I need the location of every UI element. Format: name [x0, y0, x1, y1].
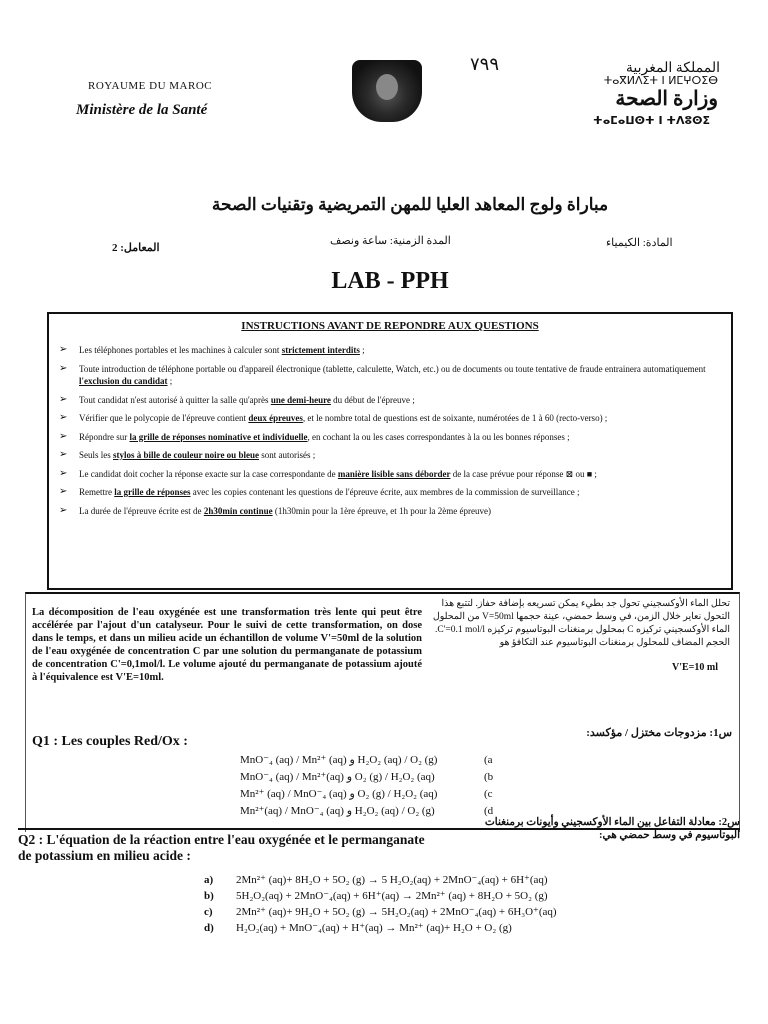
q2-option-text: 2Mn²⁺ (aq)+ 9H₂O + 5O₂ (g) → 5H₂O₂(aq) + 2MnO⁻₄(aq) + 6H₃O⁺(aq) — [236, 906, 557, 918]
instruction-text: Vérifier que le polycopie de l'épreuve contient — [79, 413, 249, 423]
question-1-ar: س1: مزدوجات مختزل / مؤكسد: — [586, 727, 732, 739]
instruction-text: Tout candidat n'est autorisé à quitter la salle qu'après — [79, 394, 271, 405]
instruction-text: de la case prévue pour réponse ⊠ ou ■ ; — [450, 468, 597, 479]
instruction-text: sont autorisés ; — [258, 450, 316, 460]
problem-intro-ar: تحلل الماء الأوكسجيني تحول جد بطيء يمكن تسريعه بإضافة حفاز. لتتبع هذا التحول نعاير خلال الزمن، في وسط حمضي، عينة حجمها V=50ml من المحلول الماء الأوكسجيني تركيزه C بمحلول برمنغنات البوتاسيوم تركيزه C'=0.1 mol/l. الحجم المضاف للمحلول برمنغنات البوتاسيوم عند التكافؤ هو — [432, 599, 730, 648]
instructions-box — [47, 312, 733, 590]
q2-option-text: 2Mn²⁺ (aq)+ 8H₂O + 5O₂ (g) → 5 H₂O₂(aq) + 2MnO⁻₄(aq) + 6H⁺(aq) — [236, 874, 548, 886]
instruction-item — [57, 344, 721, 357]
question-2-options — [204, 872, 557, 936]
instruction-emphasis: deux épreuves — [248, 413, 303, 423]
bullet-arrow-icon: ➢ — [59, 393, 68, 405]
q2-option-letter: a) — [204, 874, 214, 886]
instruction-item — [57, 505, 721, 518]
bullet-arrow-icon: ➢ — [59, 344, 68, 355]
exam-title-ar: مباراة ولوج المعاهد العليا للمهن التمريضية وتقنيات الصحة — [211, 195, 609, 214]
q2-option-letter: c) — [204, 906, 213, 918]
instruction-text: du début de l'épreuve ; — [330, 394, 415, 405]
instruction-text: La durée de l'épreuve écrite est de — [79, 505, 204, 516]
q1-option-letter: (d — [484, 805, 494, 817]
royal-seal-emblem — [352, 60, 422, 122]
instruction-text: Le candidat doit cocher la réponse exacte sur la case correspondante de — [79, 468, 338, 479]
instruction-item — [57, 486, 721, 499]
q2-option — [204, 888, 557, 904]
bullet-arrow-icon: ➢ — [59, 467, 68, 479]
question-1-title: Q1 : Les couples Red/Ox : — [32, 734, 188, 749]
bullet-arrow-icon: ➢ — [59, 412, 68, 423]
q2-option-letter: b) — [204, 890, 214, 902]
question-2-ar: س2: معادلة التفاعل بين الماء الأوكسجيني وأيونات برمنغنات البوتاسيوم في وسط حمضي هي: — [484, 817, 740, 841]
q1-option — [240, 769, 504, 786]
instruction-emphasis: une demi-heure — [270, 394, 331, 405]
q1-option-text: MnO⁻₄ (aq) / Mn²⁺ (aq) و H₂O₂ (aq) / O₂ (g) — [240, 754, 438, 766]
bullet-arrow-icon: ➢ — [59, 430, 68, 442]
instruction-text: Toute introduction de téléphone portable ou d'appareil électronique (tablette, calculette, Watch, etc.) ou de documents ou toute tentative de fraude entrainera automatiquement — [79, 363, 706, 374]
instruction-item — [57, 431, 721, 444]
q1-option — [240, 752, 504, 769]
instruction-emphasis: la grille de réponses — [114, 487, 191, 497]
instruction-text: avec les copies contenant les questions de l'épreuve écrite, aux membres de la commission de surveillance ; — [190, 487, 580, 497]
instruction-text: , en cochant la ou les cases correspondantes à la ou les bonnes réponses ; — [307, 431, 570, 442]
bullet-arrow-icon: ➢ — [59, 362, 68, 374]
q1-option-text: Mn²⁺ (aq) / MnO⁻₄ (aq) و O₂ (g) / H₂O₂ (aq) — [240, 788, 438, 800]
instruction-emphasis: l'exclusion du candidat — [79, 376, 168, 386]
instruction-text: Remettre — [79, 487, 115, 497]
header-kingdom-ar: المملكة المغربية — [625, 61, 720, 76]
q2-option-text: H₂O₂(aq) + MnO⁻₄(aq) + H⁺(aq) → Mn²⁺ (aq)+ H₂O + O₂ (g) — [236, 922, 512, 934]
instruction-text: Seuls les — [79, 450, 114, 460]
problem-intro-fr: La décomposition de l'eau oxygénée est une transformation très lente qui peut être accélérée par l'ajout d'un catalyseur. Pour le suivi de cette transformation, on dose dans le temps, et dans un milieu acide un échantillon de volume V'=50ml de la solution de l'eau oxygénée de concentration C par une solution du permanganate de potassium de concentration C'=0,1mol/l. Le volume ajouté du permanganate de potassium ajouté à l'équivalence est V'E=10ml. — [32, 607, 422, 683]
header-ministry-fr: Ministère de la Santé — [76, 102, 208, 118]
exam-duration: المدة الزمنية: ساعة ونصف — [330, 235, 451, 247]
instruction-emphasis: la grille de réponses nominative et individuelle — [129, 431, 308, 442]
instruction-text: Répondre sur — [79, 431, 130, 442]
q1-option-letter: (c — [484, 788, 493, 800]
instruction-item — [57, 394, 721, 407]
q2-option — [204, 920, 557, 936]
q2-option — [204, 904, 557, 920]
q1-option-letter: (b — [484, 771, 494, 783]
problem-volume-ar: V'E=10 ml — [672, 662, 718, 673]
instruction-emphasis: strictement interdits — [281, 345, 360, 355]
q2-option-text: 5H₂O₂(aq) + 2MnO⁻₄(aq) + 6H⁺(aq) → 2Mn²⁺ (aq) + 8H₂O + 5O₂ (g) — [236, 890, 548, 902]
bullet-arrow-icon: ➢ — [59, 504, 68, 516]
q1-option-letter: (a — [484, 754, 493, 766]
instruction-text: (1h30min pour la 1ère épreuve, et 1h pour la 2ème épreuve) — [272, 505, 491, 516]
instruction-item — [57, 412, 721, 425]
header-kingdom-fr: ROYAUME DU MAROC — [88, 80, 213, 92]
exam-coefficient: المعامل: 2 — [112, 242, 160, 254]
q2-option-letter: d) — [204, 922, 214, 934]
instruction-text: , et le nombre total de questions est de soixante, numérotées de 1 à 60 (recto-verso) ; — [302, 413, 608, 423]
q1-option-text: MnO⁻₄ (aq) / Mn²⁺(aq) و O₂ (g) / H₂O₂ (aq) — [240, 771, 435, 783]
q2-option — [204, 872, 557, 888]
header-ministry-tifinagh: ⵜⴰⵎⴰⵡⵙⵜ ⵏ ⵜⴷⵓⵙⵉ — [593, 114, 710, 127]
instruction-emphasis: 2h30min continue — [203, 505, 273, 516]
instruction-emphasis: manière lisible sans déborder — [337, 468, 451, 479]
header-ministry-ar: وزارة الصحة — [615, 88, 718, 110]
instruction-text: ; — [359, 345, 365, 355]
exam-title: LAB - PPH — [331, 268, 449, 294]
handwritten-number: ٧٩٩ — [470, 54, 500, 75]
instruction-emphasis: stylos à bille de couleur noire ou bleue — [113, 450, 259, 460]
question-1-options — [240, 752, 504, 820]
q1-option — [240, 786, 504, 803]
q1-option-text: Mn²⁺(aq) / MnO⁻₄ (aq) و H₂O₂ (aq) / O₂ (g) — [240, 805, 435, 817]
instructions-heading: INSTRUCTIONS AVANT DE REPONDRE AUX QUESTIONS — [241, 320, 539, 332]
instruction-item — [57, 468, 721, 481]
instruction-text: ; — [167, 376, 173, 386]
instructions-list — [57, 344, 721, 523]
header-kingdom-tifinagh: ⵜⴰⴳⵍⴷⵉⵜ ⵏ ⵍⵎⵖⵔⵉⴱ — [603, 74, 718, 87]
bullet-arrow-icon: ➢ — [59, 449, 68, 460]
question-2-title: Q2 : L'équation de la réaction entre l'eau oxygénée et le permanganate de potassium en milieu acide : — [18, 832, 425, 863]
bullet-arrow-icon: ➢ — [59, 486, 68, 497]
instruction-item — [57, 363, 721, 388]
instruction-text: Les téléphones portables et les machines à calculer sont — [79, 345, 282, 355]
exam-subject: المادة: الكيمياء — [606, 237, 673, 249]
instruction-item — [57, 449, 721, 462]
